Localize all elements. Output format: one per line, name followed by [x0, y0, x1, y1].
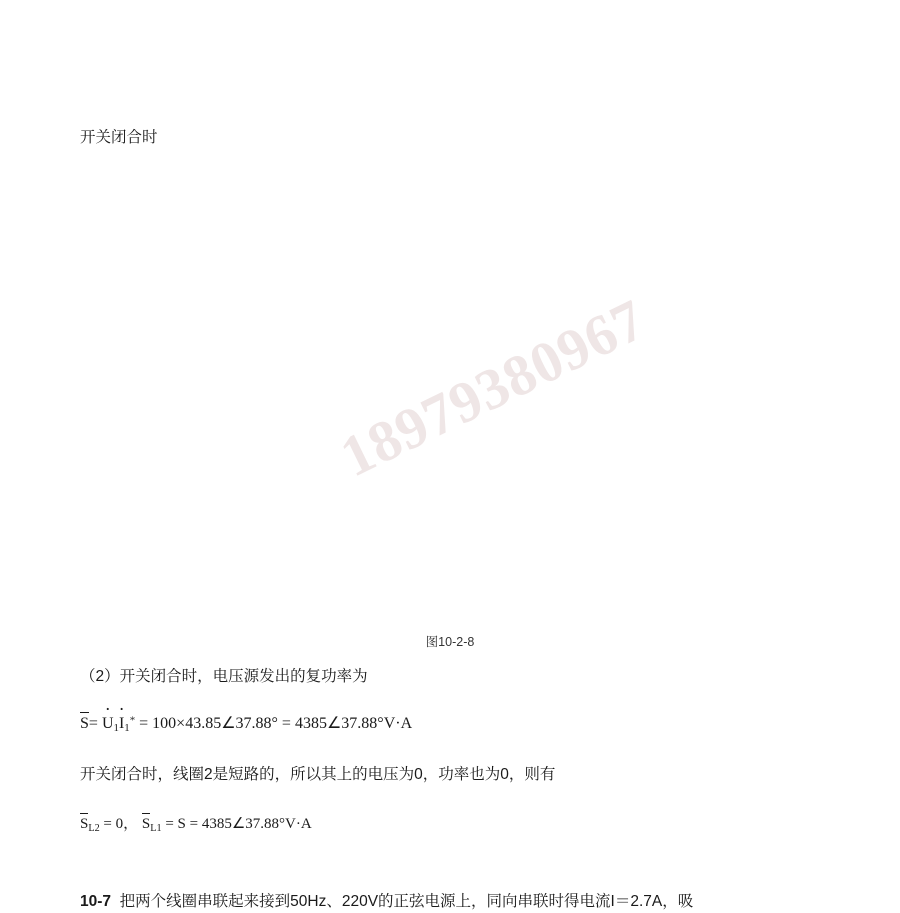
formula-1-u-symbol: U · — [102, 715, 114, 733]
figure-illustration-area — [80, 170, 820, 620]
intro-line: 开关闭合时 — [80, 129, 158, 146]
watermark-text: 18979380967 — [330, 286, 656, 490]
problem-text: 把两个线圈串联起来接到50Hz、220V的正弦电源上，同向串联时得电流I＝2.7A，吸 — [119, 893, 694, 910]
formula-1-s-overline: S — [80, 715, 89, 732]
paragraph-3 — [80, 890, 693, 913]
formula-2-sl2-symbol: S — [80, 816, 89, 832]
paragraph-2: 开关闭合时，线圈2是短路的，所以其上的电压为0，功率也为0，则有 — [80, 766, 556, 783]
formula-complex-power — [80, 713, 412, 734]
formula-1-rhs: = 100×43.85∠37.88° = 4385∠37.88°V·A — [139, 715, 413, 732]
formula-1-equals: = — [88, 715, 98, 732]
paragraph-1: （2）开关闭合时，电压源发出的复功率为 — [80, 668, 368, 685]
formula-1-i-sub: 1 — [124, 722, 130, 735]
problem-number: 10-7 — [80, 893, 112, 910]
formula-2-sl1-symbol: S — [141, 816, 151, 832]
formula-1-phasors — [101, 714, 136, 735]
formula-coil-powers — [80, 812, 312, 834]
formula-2-sl2-sub: L2 — [88, 822, 100, 834]
formula-1-u-sub: 1 — [113, 722, 119, 735]
formula-1-i-symbol: I · — [119, 715, 124, 733]
formula-1-i-sup: * — [129, 714, 136, 727]
figure-caption: 图10-2-8 — [425, 635, 475, 649]
formula-2-sl2-value: = 0， — [103, 816, 139, 832]
formula-2-sl1-value: = S = 4385∠37.88°V·A — [165, 816, 312, 832]
formula-2-sl1-sub: L1 — [150, 822, 162, 834]
